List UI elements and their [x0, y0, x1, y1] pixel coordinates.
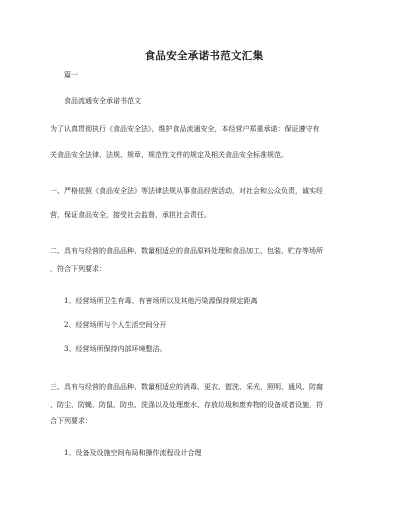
clause2-line-2: ，符合下列要求：: [50, 265, 106, 273]
clause2-item-3: 3、经营场所保持内部环境整洁。: [64, 345, 167, 353]
clause2-item-2: 2、经营场所与个人生活空间分开: [64, 321, 167, 329]
clause3-line-2: 、防尘、防蝇、防鼠、防虫、洗涤以及处理废水、存放垃圾和废弃物的设备或者设施，符: [50, 401, 323, 409]
intro-line-1: 为了认真贯彻执行《食品安全法》，维护食品流通安全，本经营户郑重承诺：保证遵守有: [50, 125, 320, 133]
clause1-line-1: 一、严格依照《食品安全法》等法律法规从事食品经营活动，对社会和公众负责，诚实经: [50, 187, 323, 195]
page-title: 食品安全承诺书范文汇集: [144, 50, 264, 62]
intro-line-2: 关食品安全法律、法规、规章、规范性文件的规定及相关食品安全标准规范。: [50, 151, 288, 159]
clause3-line-3: 合下列要求：: [50, 417, 92, 425]
clause1-line-2: 营，保证食品安全，接受社会监督，承担社会责任。: [50, 211, 211, 219]
clause3-line-1: 三、具有与经营的食品品种、数量相适应的消毒、更衣、盥洗、采光、照明、通风、防腐: [50, 383, 323, 391]
section-label: 篇一: [64, 71, 78, 79]
clause2-line-1: 二、具有与经营的食品品种、数量相适应的食品原料处理和食品加工、包装、贮存等场所: [50, 247, 323, 255]
clause3-item-1: 1、设备及设施空间布局和操作流程设计合理: [64, 449, 202, 457]
document-subtitle: 食品流通安全承诺书范文: [64, 97, 141, 105]
clause2-item-1: 1、经营场所卫生有毒、有害场所以及其他污染源保持规定距离: [64, 297, 258, 305]
